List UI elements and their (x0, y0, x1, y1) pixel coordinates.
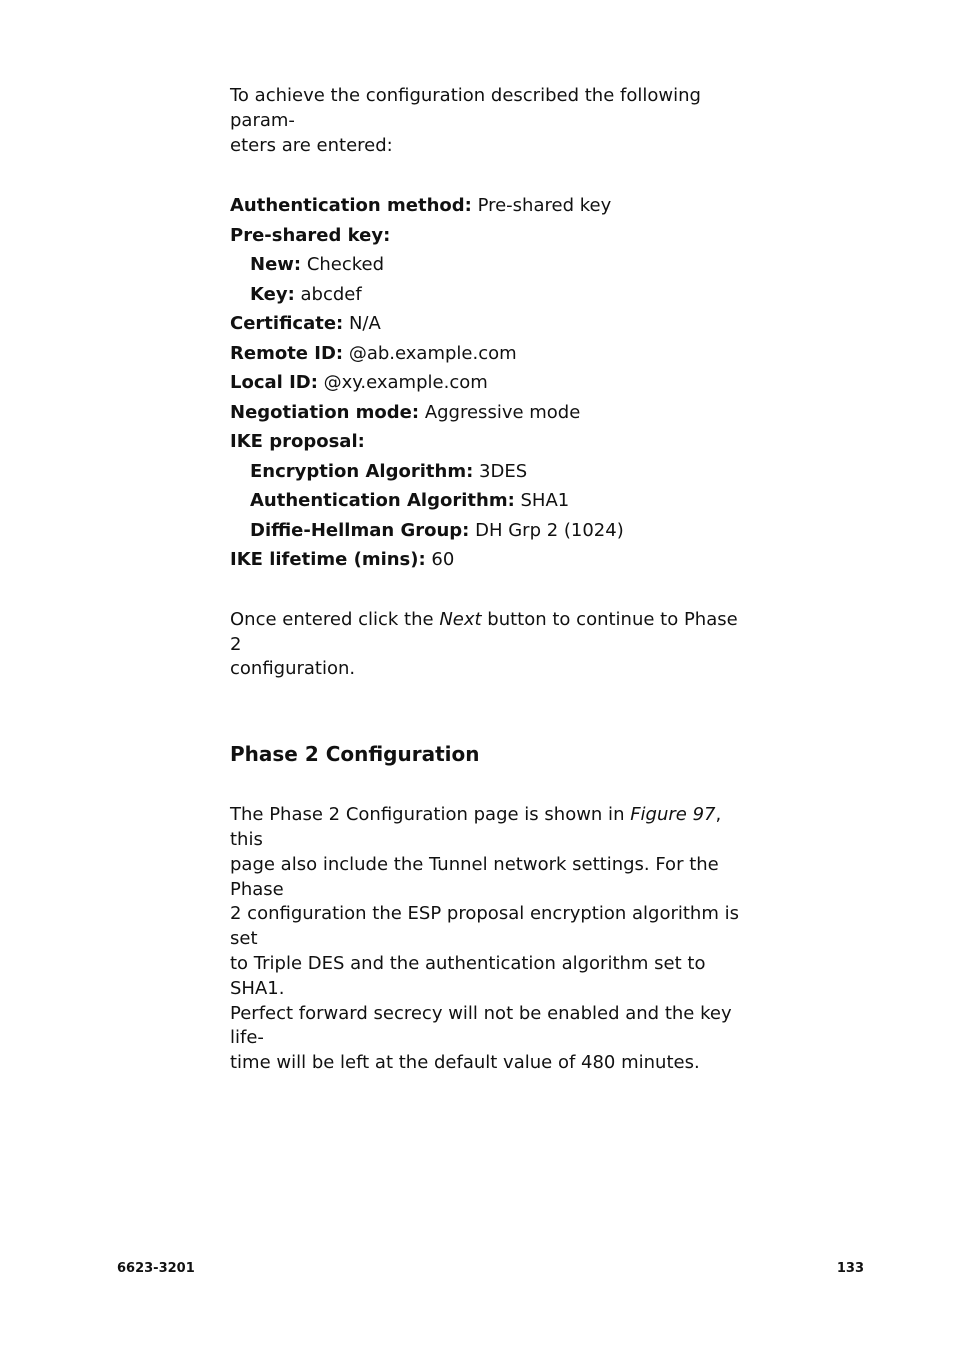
param-authentication-algorithm (230, 486, 740, 516)
intro-line-1: To achieve the configuration described the following param- (230, 85, 701, 131)
page-number: 133 (836, 1261, 864, 1276)
param-label: Pre-shared key: (230, 224, 391, 246)
next-para-after: button to continue to Phase 2 (230, 608, 738, 655)
param-value: @ab.example.com (343, 342, 517, 364)
param-label: Authentication method: (230, 195, 472, 217)
next-button-reference: Next (439, 608, 482, 630)
param-remote-id (230, 339, 740, 369)
parameter-list (230, 191, 740, 575)
phase2-para-line-6: time will be left at the default value of 480 minutes. (230, 1052, 700, 1074)
param-label: Remote ID: (230, 342, 344, 364)
param-value: Pre-shared key (471, 195, 612, 217)
param-value: abcdef (294, 283, 362, 305)
param-value: Checked (301, 254, 385, 276)
intro-line-2: eters are entered: (230, 134, 393, 156)
figure-reference: Figure 97 (630, 804, 716, 826)
param-label: New: (250, 254, 302, 276)
param-value: @xy.example.com (317, 372, 488, 394)
param-label: Encryption Algorithm: (250, 460, 474, 482)
next-para-line-2: configuration. (230, 658, 356, 680)
next-para-before: Once entered click the (230, 608, 440, 630)
intro-paragraph (230, 84, 740, 158)
phase2-para-line-1-after: , this (230, 804, 722, 851)
phase2-para-line-4: to Triple DES and the authentication algorithm set to SHA1. (230, 953, 706, 999)
phase2-paragraph (230, 803, 740, 1076)
section-heading: Phase 2 Configuration (230, 742, 480, 767)
param-label: Key: (250, 283, 295, 305)
phase2-para-line-5: Perfect forward secrecy will not be enabled and the key life- (230, 1002, 732, 1049)
param-value: Aggressive mode (419, 401, 581, 423)
phase2-para-before: The Phase 2 Configuration page is shown in (230, 804, 631, 826)
param-pre-shared-key (230, 221, 740, 251)
param-value: N/A (343, 313, 381, 335)
param-authentication-method (230, 191, 740, 221)
param-label: Diffie-Hellman Group: (250, 519, 470, 541)
param-certificate (230, 309, 740, 339)
param-label: IKE lifetime (mins): (230, 549, 426, 571)
param-key (230, 280, 740, 310)
param-label: Certificate: (230, 313, 344, 335)
param-value: SHA1 (514, 490, 570, 512)
next-paragraph (230, 608, 740, 682)
param-label: Negotiation mode: (230, 401, 420, 423)
param-ike-lifetime (230, 545, 740, 575)
document-number: 6623-3201 (117, 1261, 195, 1276)
param-new (230, 250, 740, 280)
param-diffie-hellman-group (230, 516, 740, 546)
param-value: 3DES (473, 460, 528, 482)
page-content (230, 84, 740, 1076)
param-negotiation-mode (230, 398, 740, 428)
param-ike-proposal (230, 427, 740, 457)
param-label: Authentication Algorithm: (250, 490, 515, 512)
param-label: Local ID: (230, 372, 318, 394)
param-label: IKE proposal: (230, 431, 365, 453)
phase2-para-line-2: page also include the Tunnel network settings. For the Phase (230, 853, 719, 900)
phase2-para-line-3: 2 configuration the ESP proposal encryption algorithm is set (230, 903, 739, 950)
param-value: DH Grp 2 (1024) (469, 519, 624, 541)
param-encryption-algorithm (230, 457, 740, 487)
param-local-id (230, 368, 740, 398)
param-value: 60 (425, 549, 455, 571)
